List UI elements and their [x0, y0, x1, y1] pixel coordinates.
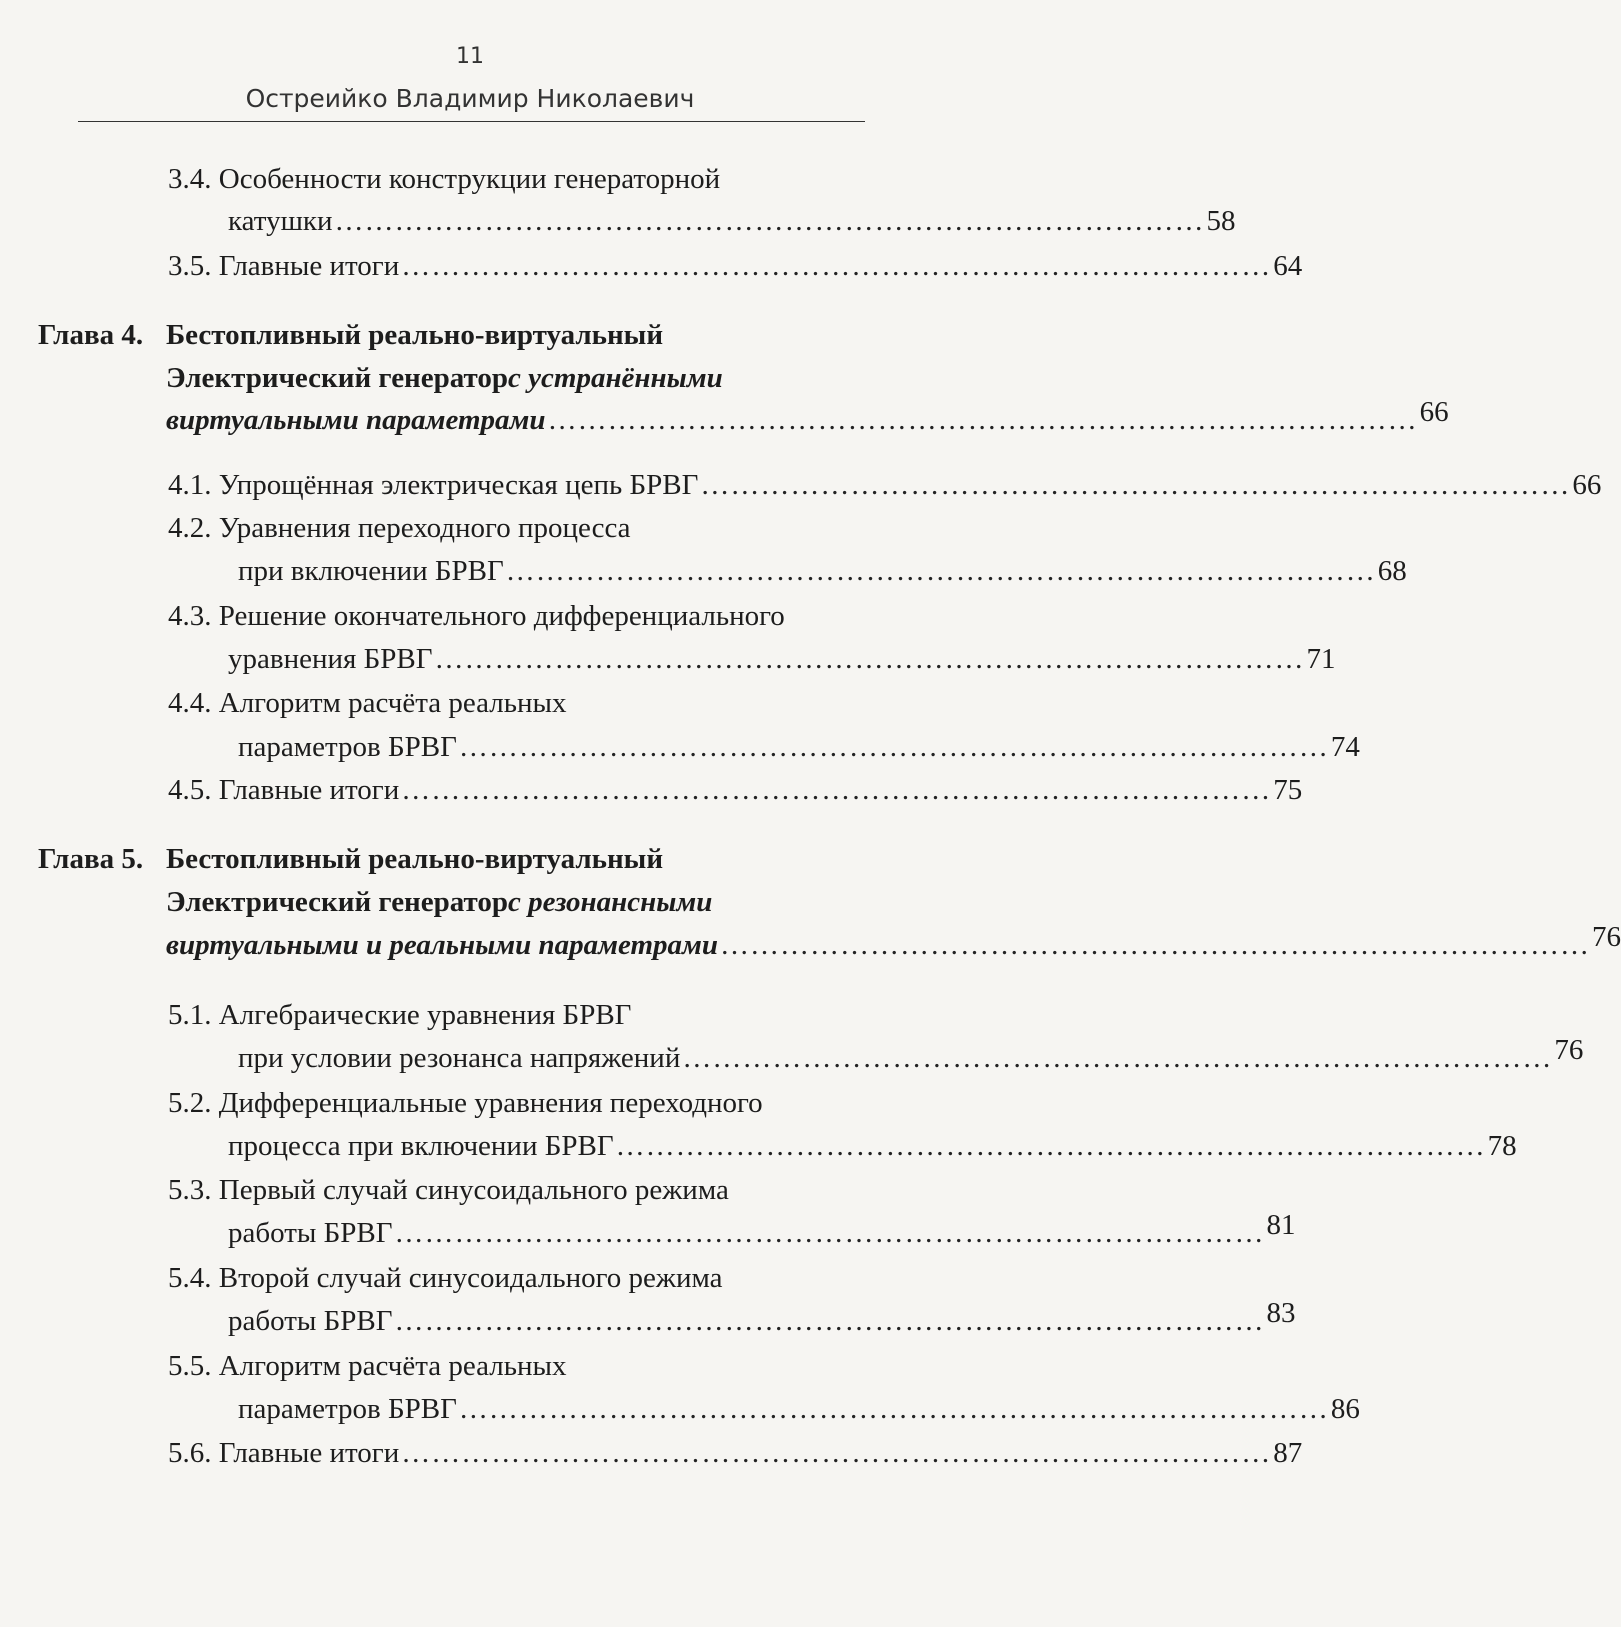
page-ref: 78: [1487, 1130, 1517, 1162]
page-ref: 66: [1419, 396, 1449, 428]
chapter-5-label: Глава 5.: [38, 843, 144, 875]
page-ref: 64: [1273, 250, 1303, 282]
toc-entry-5-2: процесса при включении БРВГ …………………………………………………………………………… 78: [228, 1130, 1517, 1162]
toc-entry-4-4: параметров БРВГ …………………………………………………………………………… 74: [238, 731, 1360, 763]
toc-entry-4-3: уравнения БРВГ …………………………………………………………………………… 71: [228, 643, 1336, 675]
chapter-4-title-line1: Бестопливный реально-виртуальный: [166, 319, 664, 351]
leader-dots: ……………………………………………………………………………: [394, 1217, 1265, 1249]
toc-entry-5-5: параметров БРВГ …………………………………………………………………………… 86: [238, 1393, 1360, 1425]
page-ref: 66: [1572, 469, 1602, 501]
page-ref: 83: [1266, 1297, 1296, 1329]
header-rule: [78, 121, 865, 122]
leader-dots: ……………………………………………………………………………: [401, 1437, 1272, 1469]
toc-entry-4-3-line1: 4.3. Решение окончательного дифференциального: [168, 600, 785, 632]
toc-entry-5-3: работы БРВГ …………………………………………………………………………… 81: [228, 1209, 1296, 1249]
toc-entry-5-6: 5.6. Главные итоги …………………………………………………………………………… 87: [168, 1437, 1303, 1469]
toc-entry-3-4: катушки …………………………………………………………………………… 58: [228, 205, 1236, 237]
running-head: Остреийко Владимир Николаевич: [245, 84, 695, 113]
page-ref: 68: [1377, 555, 1407, 587]
chapter-5-entry: виртуальными и реальными параметрами …………………………………………………………………………… 76: [166, 921, 1621, 961]
leader-dots: ……………………………………………………………………………: [458, 731, 1329, 763]
leader-dots: ……………………………………………………………………………: [682, 1042, 1553, 1074]
leader-dots: ……………………………………………………………………………: [334, 205, 1205, 237]
toc-entry-5-3-line1: 5.3. Первый случай синусоидального режима: [168, 1174, 729, 1206]
page-ref: 58: [1206, 205, 1236, 237]
page-ref: 76: [1554, 1034, 1584, 1066]
toc-entry-3-4-line1: 3.4. Особенности конструкции генераторной: [168, 163, 721, 195]
leader-dots: ……………………………………………………………………………: [547, 404, 1418, 436]
leader-dots: ……………………………………………………………………………: [401, 250, 1272, 282]
page-ref: 76: [1592, 921, 1621, 953]
toc-entry-5-4: работы БРВГ …………………………………………………………………………… 83: [228, 1297, 1296, 1337]
chapter-5-title-line2: Электрический генератор с резонансными: [166, 886, 713, 918]
chapter-4-title-line2: Электрический генератор с устранёнными: [166, 362, 723, 394]
toc-entry-5-1: при условии резонанса напряжений …………………………………………………………………………… 76: [238, 1034, 1584, 1074]
toc-entry-4-2: при включении БРВГ …………………………………………………………………………… 68: [238, 555, 1407, 587]
chapter-4-entry: виртуальными параметрами …………………………………………………………………………… 66: [166, 396, 1449, 436]
toc-entry-4-2-line1: 4.2. Уравнения переходного процесса: [168, 512, 631, 544]
chapter-4-label: Глава 4.: [38, 319, 144, 351]
toc-entry-5-4-line1: 5.4. Второй случай синусоидального режима: [168, 1262, 723, 1294]
leader-dots: ……………………………………………………………………………: [615, 1130, 1486, 1162]
page-ref: 71: [1306, 643, 1336, 675]
leader-dots: ……………………………………………………………………………: [720, 929, 1591, 961]
leader-dots: ……………………………………………………………………………: [434, 643, 1305, 675]
toc-entry-5-1-line1: 5.1. Алгебраические уравнения БРВГ: [168, 999, 632, 1031]
leader-dots: ……………………………………………………………………………: [401, 774, 1272, 806]
toc-entry-4-1: 4.1. Упрощённая электрическая цепь БРВГ …………………………………………………………………………… 66: [168, 469, 1602, 501]
chapter-5-title-line1: Бестопливный реально-виртуальный: [166, 843, 664, 875]
leader-dots: ……………………………………………………………………………: [505, 555, 1376, 587]
page-number: 11: [456, 44, 484, 69]
page-ref: 81: [1266, 1209, 1296, 1241]
leader-dots: ……………………………………………………………………………: [700, 469, 1571, 501]
page-ref: 86: [1330, 1393, 1360, 1425]
toc-entry-5-2-line1: 5.2. Дифференциальные уравнения переходного: [168, 1087, 763, 1119]
page-ref: 87: [1273, 1437, 1303, 1469]
page-ref: 74: [1330, 731, 1360, 763]
toc-entry-5-5-line1: 5.5. Алгоритм расчёта реальных: [168, 1350, 567, 1382]
leader-dots: ……………………………………………………………………………: [458, 1393, 1329, 1425]
leader-dots: ……………………………………………………………………………: [394, 1305, 1265, 1337]
toc-entry-4-5: 4.5. Главные итоги …………………………………………………………………………… 75: [168, 774, 1303, 806]
toc-entry-4-4-line1: 4.4. Алгоритм расчёта реальных: [168, 687, 567, 719]
page-ref: 75: [1273, 774, 1303, 806]
toc-entry-3-5: 3.5. Главные итоги …………………………………………………………………………… 64: [168, 250, 1303, 282]
